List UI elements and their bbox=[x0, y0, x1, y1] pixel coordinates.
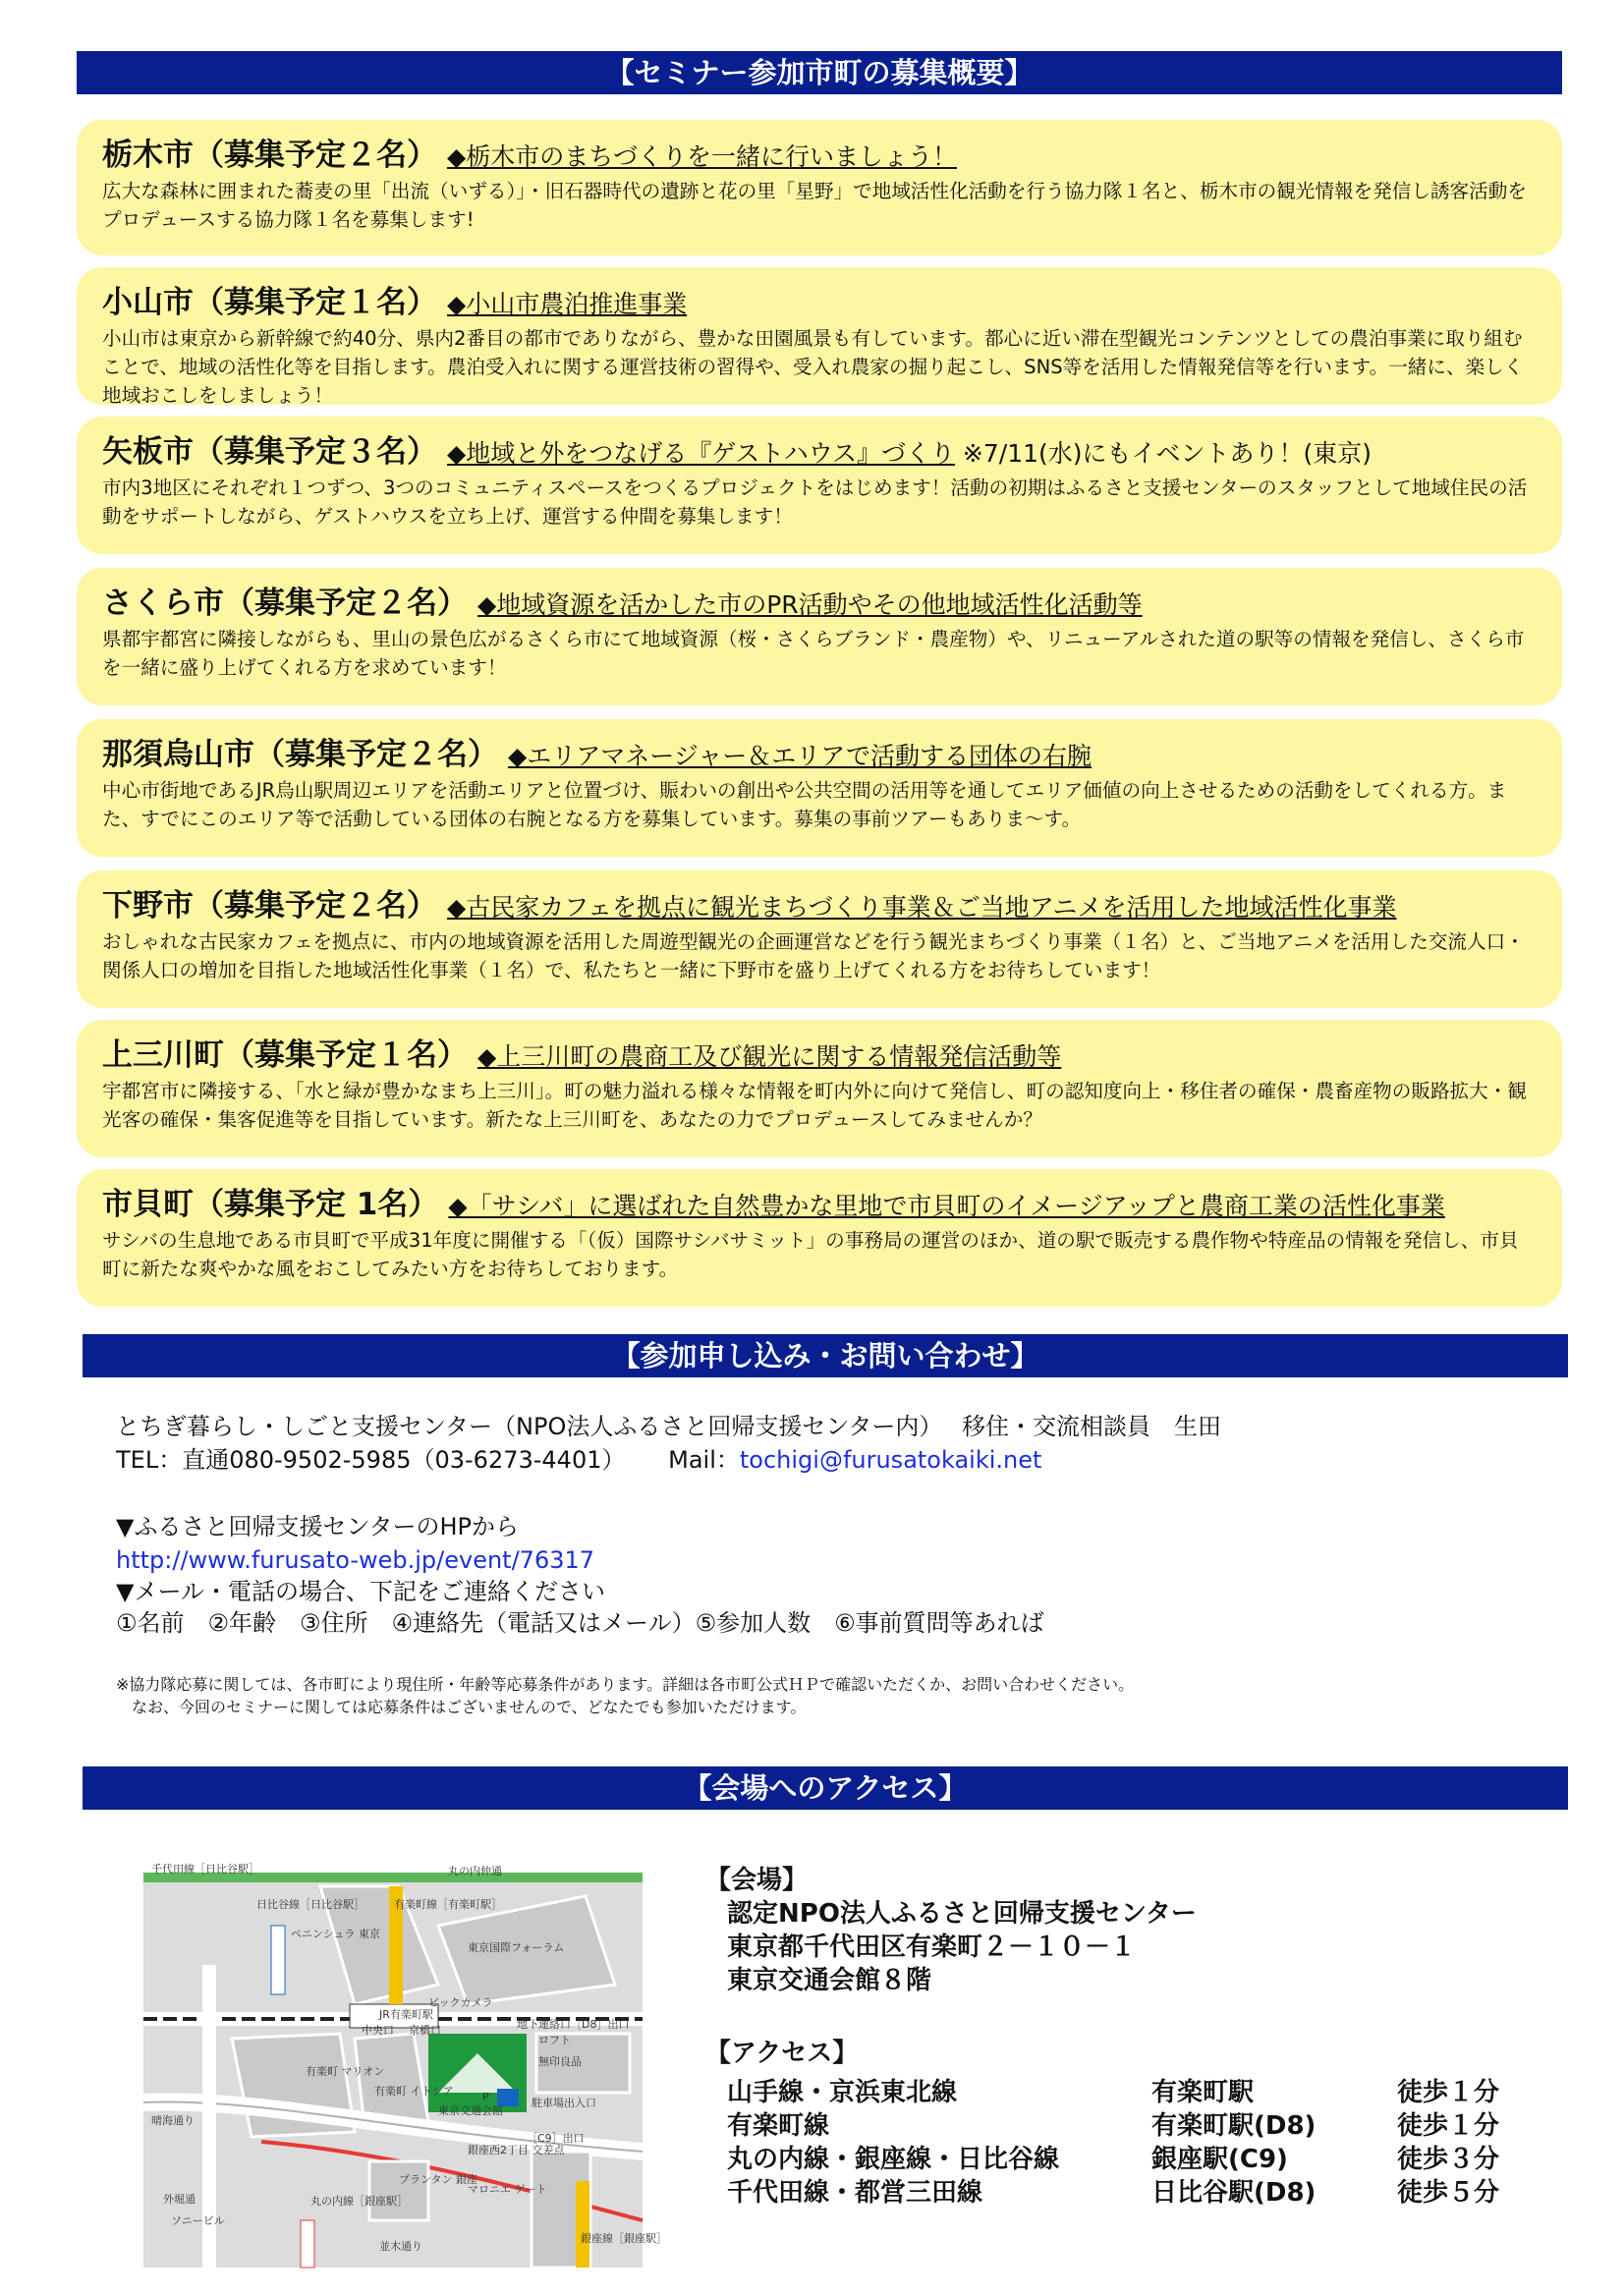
map-label: 東京交通会館 bbox=[438, 2104, 503, 2117]
venue-address: 東京都千代田区有楽町２－１０－１ bbox=[727, 1932, 1137, 1962]
city-title: 栃木市（募集予定２名） bbox=[102, 138, 437, 173]
access-header: 【会場へのアクセス】 bbox=[83, 1766, 1568, 1810]
route-walk: 徒歩５分 bbox=[1397, 2178, 1500, 2208]
theme-link: ◆栃木市のまちづくりを一緒に行いましょう！ bbox=[447, 142, 957, 171]
map-label: 晴海通り bbox=[151, 2114, 195, 2127]
city-title: 那須烏山市（募集予定２名） bbox=[102, 737, 498, 772]
access-route-row bbox=[727, 2139, 1533, 2172]
card-description: おしゃれな古民家カフェを拠点に、市内の地域資源を活用した周遊型観光の企画運営などを行う観光まちづくり事業（１名）と、ご当地アニメを活用した交流人口・関係人口の増加を目指した地域活性化事業（１名）で、私たちと一緒に下野市を盛り上げてくれる方をお待ちしています！ bbox=[102, 930, 1525, 981]
contact-tel: TEL：直通080-9502-5985（03-6273-4401） Mail： bbox=[116, 1446, 740, 1474]
theme-link: ◆エリアマネージャー＆エリアで活動する団体の右腕 bbox=[508, 742, 1092, 770]
access-route-row bbox=[727, 2105, 1533, 2139]
hp-label: ▼ふるさと回帰支援センターのHPから bbox=[116, 1513, 520, 1540]
contact-mail-link[interactable]: tochigi@furusatokaiki.net bbox=[739, 1446, 1042, 1474]
recruit-card bbox=[77, 417, 1562, 554]
card-description: 市内3地区にそれぞれ１つずつ、3つのコミュニティスペースをつくるプロジェクトをはじめます！活動の初期はふるさと支援センターのスタッフとして地域住民の活動をサポートしながら、ゲストハウスを立ち上げ、運営する仲間を募集します！ bbox=[102, 476, 1528, 528]
card-header bbox=[102, 432, 1537, 472]
card-header bbox=[102, 1185, 1537, 1224]
theme-link: ◆地域と外をつなげる『ゲストハウス』づくり bbox=[447, 439, 955, 468]
card-description: 小山市は東京から新幹線で約40分、県内2番目の都市でありながら、豊かな田園風景も有しています。都心に近い滞在型観光コンテンツとしての農泊事業に取り組むことで、地域の活性化等を目指します。農泊受入れに関する運営技術の習得や、受入れ農家の掘り起こし、SNS等を活用した情報発信等を行います。一緒に、楽しく地域おこしをしましょう！ bbox=[102, 327, 1524, 407]
route-station: 日比谷駅(D8) bbox=[1151, 2178, 1316, 2208]
map-label: 千代田線［日比谷駅］ bbox=[151, 1863, 259, 1876]
card-header bbox=[102, 735, 1537, 774]
event-url-link[interactable]: http://www.furusato-web.jp/event/76317 bbox=[116, 1546, 595, 1574]
route-walk: 徒歩１分 bbox=[1397, 2078, 1500, 2107]
card-header bbox=[102, 886, 1537, 925]
card-description: 県都宇都宮に隣接しながらも、里山の景色広がるさくら市にて地域資源（桜・さくらブランド・農産物）や、リニューアルされた道の駅等の情報を発信し、さくら市を一緒に盛り上げてくれる方を求めています！ bbox=[102, 628, 1525, 679]
recruit-card bbox=[77, 870, 1562, 1008]
phone-label: ▼メール・電話の場合、下記をご連絡ください bbox=[116, 1578, 605, 1605]
map-label: 東京国際フォーラム bbox=[468, 1941, 565, 1954]
map-label: ビックカメラ bbox=[428, 1996, 493, 2009]
recruit-card bbox=[77, 267, 1562, 405]
note-line-1: ※協力隊応募に関しては、各市町により現住所・年齢等応募条件があります。詳細は各市町公式ＨＰで確認いただくか、お問い合わせください。 bbox=[116, 1675, 1135, 1694]
map-label: 中央口 bbox=[362, 2024, 394, 2037]
theme-link: ◆古民家カフェを拠点に観光まちづくり事業＆ご当地アニメを活用した地域活性化事業 bbox=[447, 893, 1397, 922]
venue-name: 認定NPO法人ふるさと回帰支援センター bbox=[727, 1899, 1197, 1929]
recruit-card bbox=[77, 719, 1562, 857]
map-label: 丸の内仲通 bbox=[448, 1865, 502, 1877]
recruit-card bbox=[77, 1169, 1562, 1307]
route-station: 銀座駅(C9) bbox=[1151, 2145, 1288, 2174]
map-label: 銀座西2丁目 交差点 bbox=[468, 2144, 565, 2156]
map-label: ロフト bbox=[538, 2034, 571, 2046]
card-description: 宇都宮市に隣接する、「水と緑が豊かなまち上三川」。町の魅力溢れる様々な情報を町内外に向けて発信し、町の認知度向上・移住者の確保・農畜産物の販路拡大・観光客の確保・集客促進等を目指しています。新たな上三川町を、あなたの力でプロデュースしてみませんか？ bbox=[102, 1080, 1527, 1131]
route-line: 千代田線・都営三田線 bbox=[727, 2178, 983, 2208]
map-label: 駐車場出入口 bbox=[532, 2097, 596, 2109]
city-title: 市貝町（募集予定 1名） bbox=[102, 1187, 439, 1222]
map-label: ［C9］出口 bbox=[527, 2132, 585, 2145]
card-description: 広大な森林に囲まれた蕎麦の里「出流（いずる）」・旧石器時代の遺跡と花の里「星野」で地域活性化活動を行う協力隊１名と、栃木市の観光情報を発信し誘客活動をプロデュースする協力隊１名を募集します! bbox=[102, 180, 1527, 231]
access-route-row bbox=[727, 2072, 1533, 2105]
map-label: JR有楽町駅 bbox=[379, 2008, 433, 2021]
contact-center-line: とちぎ暮らし・しごと支援センター（NPO法人ふるさと回帰支援センター内） 移住・交流相談員 生田 bbox=[116, 1413, 1222, 1440]
map-label: 日比谷線［日比谷駅］ bbox=[256, 1898, 364, 1911]
access-label: 【アクセス】 bbox=[705, 2039, 859, 2068]
city-title: 矢板市（募集予定３名） bbox=[102, 434, 437, 470]
recruit-card bbox=[77, 120, 1562, 255]
map-label: 並木通り bbox=[379, 2240, 422, 2253]
map-label: ペニンシュラ 東京 bbox=[291, 1928, 381, 1940]
route-walk: 徒歩３分 bbox=[1397, 2145, 1500, 2174]
theme-link: ◆「サシバ」に選ばれた自然豊かな里地で市貝町のイメージアップと農商工業の活性化事業 bbox=[448, 1192, 1445, 1220]
map-label: 有楽町 イトシア bbox=[374, 2085, 454, 2098]
map-label: P bbox=[482, 2091, 489, 2103]
map-label: ソニービル bbox=[171, 2214, 225, 2227]
map-label: 地下連絡口［D8］出口 bbox=[517, 2018, 630, 2031]
city-title: 上三川町（募集予定１名） bbox=[102, 1037, 468, 1073]
venue-map bbox=[143, 1857, 667, 2268]
route-line: 有楽町線 bbox=[727, 2111, 830, 2141]
city-title: 小山市（募集予定１名） bbox=[102, 285, 437, 320]
theme-link: ◆小山市農泊推進事業 bbox=[447, 290, 688, 318]
recruit-card bbox=[77, 568, 1562, 705]
theme-link: ◆地域資源を活かした市のPR活動やその他地域活性化活動等 bbox=[477, 590, 1143, 619]
map-label: マロニエ ゲート bbox=[468, 2183, 547, 2196]
map-label: 有楽町 マリオン bbox=[306, 2065, 385, 2078]
map-label: 銀座線［銀座駅］ bbox=[581, 2232, 667, 2245]
event-note: ※7/11(水)にもイベントあり！(東京) bbox=[954, 439, 1372, 468]
card-header bbox=[102, 1036, 1537, 1075]
route-walk: 徒歩１分 bbox=[1397, 2111, 1500, 2141]
route-station: 有楽町駅(D8) bbox=[1151, 2111, 1316, 2141]
city-title: 下野市（募集予定２名） bbox=[102, 888, 437, 924]
map-label: 京橋口 bbox=[409, 2024, 441, 2037]
map-label: 外堀通 bbox=[163, 2193, 196, 2206]
map-label: 丸の内線［銀座駅］ bbox=[310, 2195, 408, 2208]
route-station: 有楽町駅 bbox=[1151, 2078, 1255, 2107]
venue-building: 東京交通会館８階 bbox=[727, 1966, 932, 1995]
map-label: プランタン 銀座 bbox=[399, 2173, 478, 2186]
venue-label: 【会場】 bbox=[705, 1866, 809, 1895]
card-header bbox=[102, 584, 1537, 623]
required-items: ①名前 ②年齢 ③住所 ④連絡先（電話又はメール）⑤参加人数 ⑥事前質問等あれば bbox=[116, 1609, 1044, 1637]
route-line: 丸の内線・銀座線・日比谷線 bbox=[727, 2145, 1060, 2174]
card-description: サシバの生息地である市貝町で平成31年度に開催する「（仮）国際サシバサミット」の事務局の運営のほか、道の駅で販売する農作物や特産品の情報を発信し、市貝町に新たな爽やかな風をおこしてみたい方をお待ちしております。 bbox=[102, 1229, 1519, 1280]
map-label: 有楽町線［有楽町駅］ bbox=[394, 1898, 502, 1911]
recruit-card bbox=[77, 1020, 1562, 1157]
card-header bbox=[102, 136, 1537, 175]
map-label: 無印良品 bbox=[538, 2055, 582, 2068]
contact-tel-mail bbox=[116, 1444, 1041, 1476]
card-header bbox=[102, 283, 1537, 322]
note-line-2: なお、今回のセミナーに関しては応募条件はございませんので、どなたでも参加いただけます。 bbox=[116, 1698, 807, 1716]
overview-header: 【セミナー参加市町の募集概要】 bbox=[77, 51, 1562, 94]
city-title: さくら市（募集予定２名） bbox=[102, 586, 468, 621]
card-description: 中心市街地であるJR烏山駅周辺エリアを活動エリアと位置づけ、賑わいの創出や公共空間の活用等を通してエリア価値の向上させるための活動をしてくれる方。また、すでにこのエリア等で活動している団体の右腕となる方を募集しています。募集の事前ツアーもありま～す。 bbox=[102, 779, 1507, 830]
contact-header: 【参加申し込み・お問い合わせ】 bbox=[83, 1334, 1568, 1377]
access-route-row bbox=[727, 2172, 1533, 2206]
route-line: 山手線・京浜東北線 bbox=[727, 2078, 958, 2107]
theme-link: ◆上三川町の農商工及び観光に関する情報発信活動等 bbox=[477, 1042, 1062, 1071]
